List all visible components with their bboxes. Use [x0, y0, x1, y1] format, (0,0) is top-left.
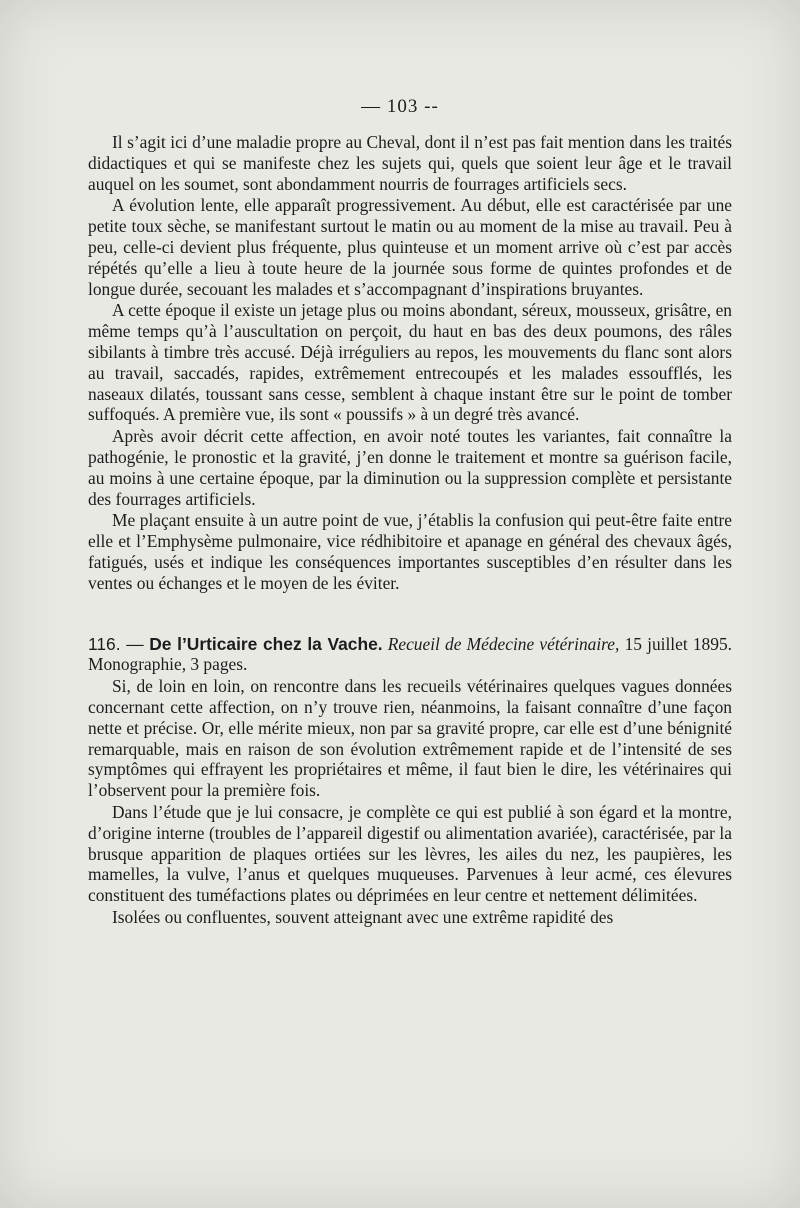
- entry-number: 116. —: [88, 633, 150, 654]
- body-text: [88, 132, 732, 928]
- paragraph: A cette époque il existe un jetage plus ou moins abondant, séreux, mousseux, grisâtre, en même temps qu’à l’auscultation on perçoit, du haut en bas des deux poumons, des râles sibilants à timbre très accusé. Déjà irréguliers au repos, les mouvements du flanc sont alors au travail, saccadés, rapides, extrêmement entrecoupés et les malades essoufflés, les naseaux dilatés, toussant sans cesse, semblent à chaque instant être sur le point de tomber suffoqués. A première vue, ils sont « poussifs » à un degré très avancé.: [88, 300, 732, 425]
- paragraph: Il s’agit ici d’une maladie propre au Cheval, dont il n’est pas fait mention dans les traités didactiques et qui se manifeste chez les sujets qui, quels que soient leur âge et le travail auquel on les soumet, sont abondamment nourris de fourrages artificiels secs.: [88, 132, 732, 194]
- entry-title: De l’Urticaire chez la Vache.: [149, 633, 383, 654]
- paragraph: A évolution lente, elle apparaît progressivement. Au début, elle est caractérisée par une petite toux sèche, se manifestant surtout le matin ou au moment de la mise au travail. Peu à peu, celle-ci devient plus fréquente, plus quinteuse et un moment arrive où c’est par accès répétés qu’elle a lieu à toute heure de la journée sous forme de quintes profondes et de longue durée, secouant les malades et s’accompagnant d’inspirations bruyantes.: [88, 195, 732, 299]
- page-number: — 103 --: [361, 96, 439, 117]
- paragraph: Dans l’étude que je lui consacre, je complète ce qui est publié à son égard et la montre, d’origine interne (troubles de l’appareil digestif ou alimentation avariée), caractérisée, par la brusque apparition de plaques ortiées sur les lèvres, les ailes du nez, les paupières, les mamelles, la vulve, l’anus et quelques muqueuses. Parvenues à leur acmé, ces élevures constituent des tuméfactions plates ou déprimées en leur centre et nettement délimitées.: [88, 801, 732, 906]
- paragraph: Si, de loin en loin, on rencontre dans les recueils vétérinaires quelques vagues données concernant cette affection, on n’y trouve rien, néanmoins, la faisant connaître d’une façon nette et précise. Or, elle mérite mieux, non par sa gravité propre, car elle est d’une bénignité remarquable, mais en raison de son évolution extrêmement rapide et de l’intensité de ses symptômes qui effrayent les propriétaires et même, il faut bien le dire, les vétérinaires qui l’observent pour la première fois.: [88, 676, 732, 801]
- entry-source: Recueil de Médecine vétérinaire,: [387, 633, 620, 654]
- paragraph: Isolées ou confluentes, souvent atteignant avec une extrême rapidité des: [112, 906, 614, 927]
- paragraph: Après avoir décrit cette affection, en avoir noté toutes les variantes, fait connaître la pathogénie, le pronostic et la gravité, j’en donne le traitement et montre sa guérison facile, au moins à une certaine époque, par la diminution ou la suppression complète et persistante des fourrages artificiels.: [88, 426, 732, 509]
- entry-heading: [88, 634, 732, 676]
- paragraph: Me plaçant ensuite à un autre point de vue, j’établis la confusion qui peut-être faite entre elle et l’Emphysème pulmonaire, vice rédhibitoire et apanage en général des chevaux âgés, fatigués, usés et indique les conséquences importantes susceptibles d’en résulter dans les ventes ou échanges et le moyen de les éviter.: [88, 510, 732, 593]
- entry-details: 15 juillet 1895. Monographie, 3 pages.: [88, 633, 732, 675]
